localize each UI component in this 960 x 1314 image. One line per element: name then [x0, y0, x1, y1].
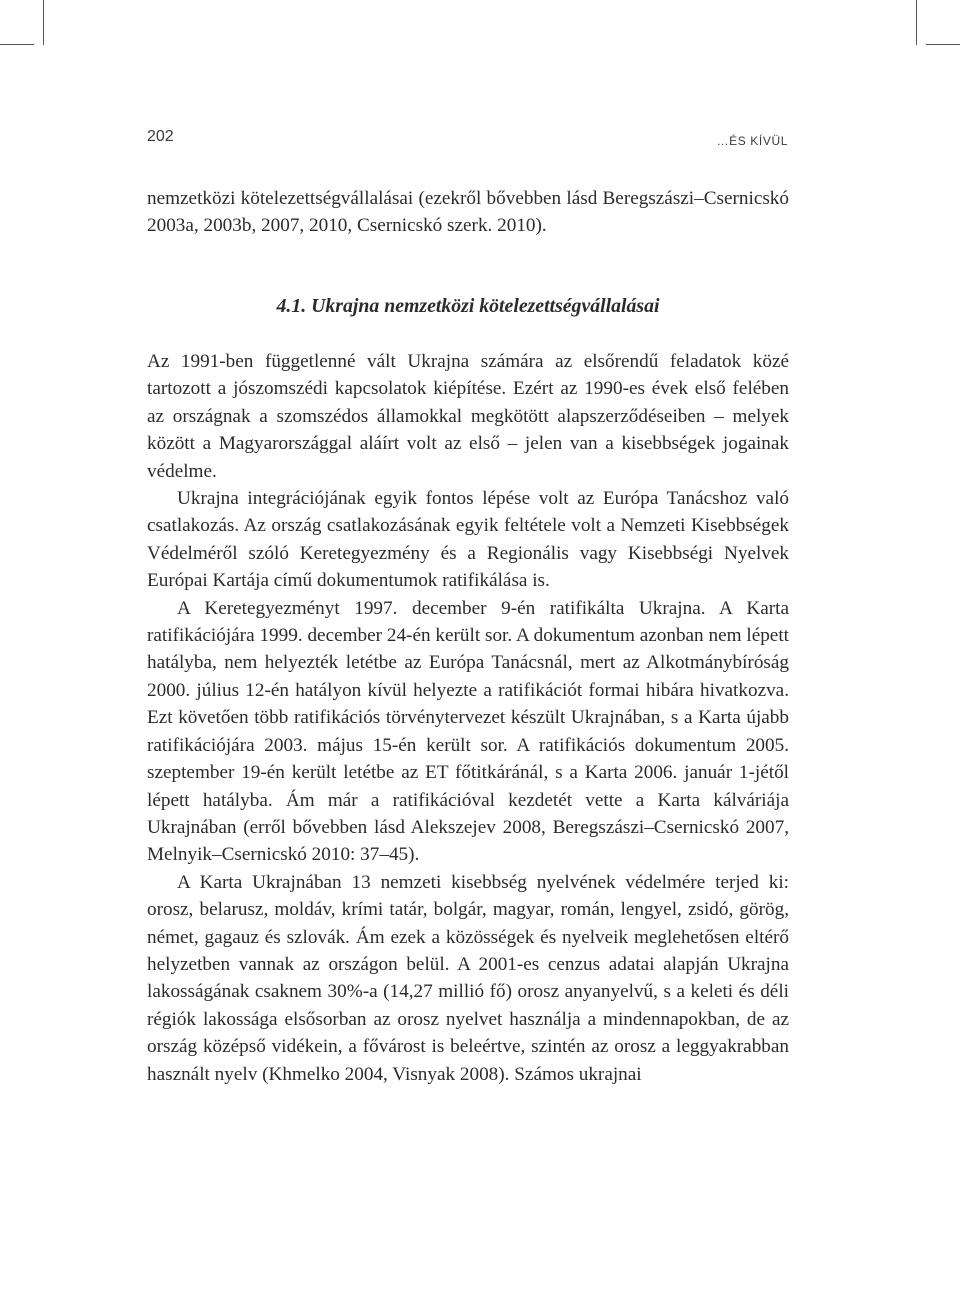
continuation-block	[147, 185, 789, 240]
crop-mark-left-horizontal	[0, 44, 34, 45]
section-heading: 4.1. Ukrajna nemzetközi kötelezettségvállalásai	[276, 295, 660, 317]
crop-mark-top-left	[43, 0, 44, 45]
section-body	[147, 348, 789, 1088]
paragraph-3: A Keretegyezményt 1997. december 9-én ratifikálta Ukrajna. A Karta ratifikációjára 1999. december 24-én került sor. A dokumentum azonban nem lépett hatályba, nem helyezték letétbe az Európa Tanácsnál, mert az Alkotmánybíróság 2000. július 12-én hatályon kívül helyezte a ratifikációt formai hibára hivatkozva. Ezt követően több ratifikációs törvénytervezet készült Ukrajnában, s a Karta újabb ratifikációjára 2003. május 15-én került sor. A ratifikációs dokumentum 2005. szeptember 19-én került letétbe az ET főtitkáránál, s a Karta 2006. január 1-jétől lépett hatályba. Ám már a ratifikációval kezdetét vette a Karta kálváriája Ukrajnában (erről bővebben lásd Alekszejev 2008, Beregszászi–Csernicskó 2007, Melnyik–Csernicskó 2010: 37–45).	[147, 597, 789, 866]
page-number: 202	[147, 128, 174, 145]
crop-mark-right-horizontal	[926, 44, 960, 45]
paragraph-1: Az 1991-ben függetlenné vált Ukrajna számára az elsőrendű feladatok közé tartozott a jószomszédi kapcsolatok kiépítése. Ezért az 1990-es évek első felében az országnak a szomszédos államokkal megkötött alapszerződéseiben – melyek között a Magyarországgal aláírt volt az első – jelen van a kisebbségek jogainak védelme.	[147, 351, 789, 482]
paragraph-4: A Karta Ukrajnában 13 nemzeti kisebbség nyelvének védelmére terjed ki: orosz, belarusz, moldáv, krími tatár, bolgár, magyar, román, lengyel, zsidó, görög, német, gagauz és szlovák. Ám ezek a közösségek és nyelveik meglehetősen eltérő helyzetben vannak az országon belül. A 2001-es cenzus adatai alapján Ukrajna lakosságának csaknem 30%-a (14,27 millió fő) orosz anyanyelvű, s a keleti és déli régiók lakossága elsősorban az orosz nyelvet használja a mindennapokban, de az ország középső vidékein, a fővárost is beleértve, szintén az orosz a leggyakrabban használt nyelv (Khmelko 2004, Visnyak 2008). Számos ukrajnai	[147, 871, 789, 1085]
crop-mark-top-right	[916, 0, 917, 45]
paragraph-2: Ukrajna integrációjának egyik fontos lépése volt az Európa Tanácshoz való csatlakozás. Az ország csatlakozásának egyik feltétele volt a Nemzeti Kisebbségek Védelméről szóló Keretegyezmény és a Regionális vagy Kisebbségi Nyelvek Európai Kartája című dokumentumok ratifikálása is.	[147, 488, 789, 592]
continuation-paragraph: nemzetközi kötelezettségvállalásai (ezekről bővebben lásd Beregszászi–Csernicskó 2003a, 2003b, 2007, 2010, Csernicskó szerk. 2010).	[147, 188, 789, 237]
running-head: …ÉS KÍVÜL	[716, 134, 788, 148]
